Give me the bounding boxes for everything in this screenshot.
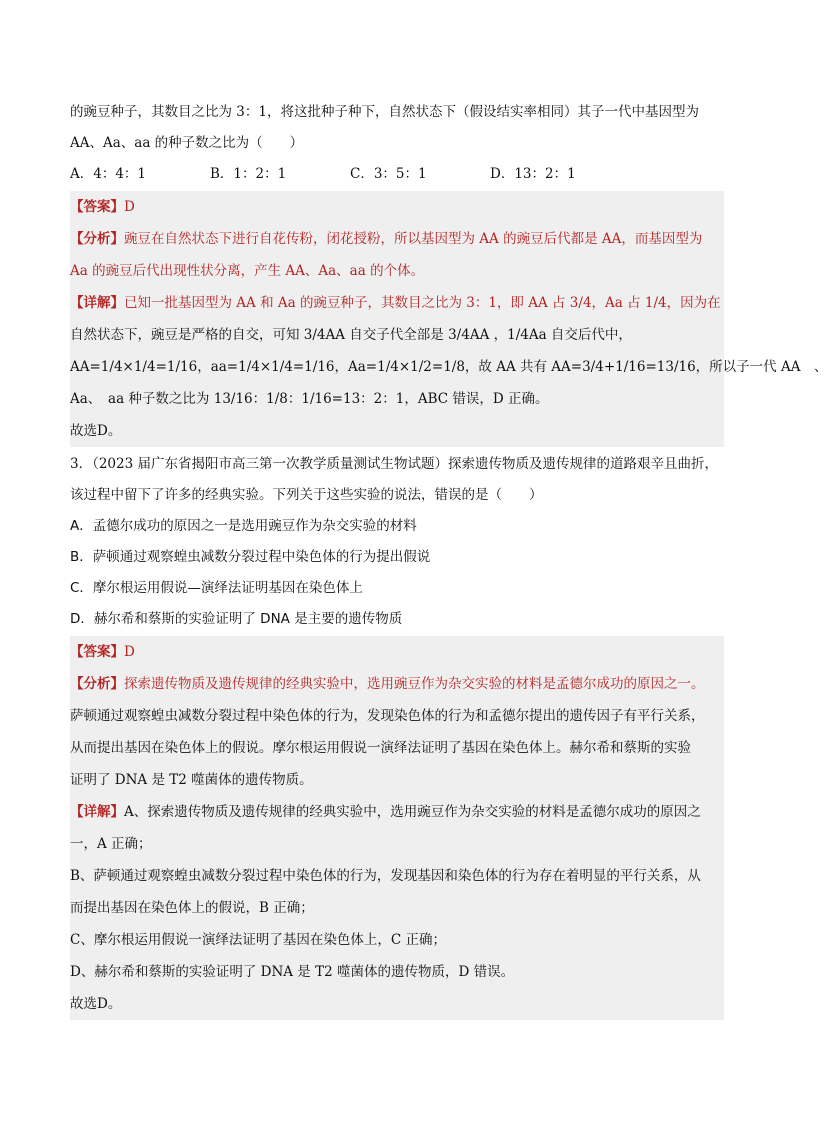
analysis-text: 豌豆在自然状态下进行自花传粉，闭花授粉，所以基因型为 AA 的豌豆后代都是 AA，而基因型为 xyxy=(124,231,703,247)
q2-options xyxy=(70,158,630,190)
answer-value: D xyxy=(124,199,135,215)
analysis-text: 探索遗传物质及遗传规律的经典实验中，选用豌豆作为杂交实验的材料是孟德尔成功的原因之一。 xyxy=(124,676,705,692)
analysis-tag: 【分析】 xyxy=(70,231,124,247)
q2-stem-line-2: AA、Aa、aa 的种子数之比为（ ） xyxy=(70,135,304,151)
q2-answer xyxy=(70,191,724,223)
q2-analysis-line-1 xyxy=(70,223,724,255)
q3-conclusion: 故选D。 xyxy=(70,988,724,1020)
q2-detail-line-3: AA=1/4×1/4=1/16，aa=1/4×1/4=1/16，Aa=1/4×1/2=1/8，故 AA 共有 AA=3/4+1/16=13/16，所以子一代 AA 、 xyxy=(70,351,724,383)
detail-text: 已知一批基因型为 AA 和 Aa 的豌豆种子，其数目之比为 3：1，即 AA 占 3/4，Aa 占 1/4，因为在 xyxy=(124,295,721,311)
detail-text: A、探索遗传物质及遗传规律的经典实验中，选用豌豆作为杂交实验的材料是孟德尔成功的原因之 xyxy=(124,804,701,820)
q2-stem-line-1: 的豌豆种子，其数目之比为 3：1，将这批种子种下，自然状态下（假设结实率相同）其子一代中基因型为 xyxy=(70,104,699,120)
q2-option-a: A．4：4：1 xyxy=(70,166,147,182)
q3-detail-line-1 xyxy=(70,796,724,828)
q3-detail-line-6: D、赫尔希和蔡斯的实验证明了 DNA 是 T2 噬菌体的遗传物质，D 错误。 xyxy=(70,956,724,988)
detail-tag: 【详解】 xyxy=(70,295,124,311)
q2-detail-line-4: Aa、 aa 种子数之比为 13/16：1/8：1/16=13：2：1，ABC 错误，D 正确。 xyxy=(70,383,724,415)
q3-analysis-line-3: 从而提出基因在染色体上的假说。摩尔根运用假说一演绎法证明了基因在染色体上。赫尔希和蔡斯的实验 xyxy=(70,732,724,764)
detail-tag: 【详解】 xyxy=(70,804,124,820)
q2-option-d: D．13：2：1 xyxy=(490,166,576,182)
q3-analysis-line-2: 萨顿通过观察蝗虫减数分裂过程中染色体的行为，发现染色体的行为和孟德尔提出的遗传因子有平行关系， xyxy=(70,700,724,732)
q3-detail-line-4: 而提出基因在染色体上的假说，B 正确； xyxy=(70,892,724,924)
q3-analysis-line-1 xyxy=(70,668,724,700)
q2-detail-line-1 xyxy=(70,287,724,319)
q3-analysis-line-4: 证明了 DNA 是 T2 噬菌体的遗传物质。 xyxy=(70,764,724,796)
q3-option-d: D．赫尔希和蔡斯的实验证明了 DNA 是主要的遗传物质 xyxy=(70,611,403,627)
q2-option-b: B．1：2：1 xyxy=(210,166,287,182)
q2-conclusion: 故选D。 xyxy=(70,415,724,447)
q3-detail-line-3: B、萨顿通过观察蝗虫减数分裂过程中染色体的行为，发现基因和染色体的行为存在着明显的平行关系，从 xyxy=(70,860,724,892)
q3-detail-line-5: C、摩尔根运用假说一演绎法证明了基因在染色体上，C 正确； xyxy=(70,924,724,956)
answer-value: D xyxy=(124,644,135,660)
q3-stem-line-1: 3．（2023 届广东省揭阳市高三第一次教学质量测试生物试题）探索遗传物质及遗传规律的道路艰辛且曲折， xyxy=(70,456,718,472)
q3-answer xyxy=(70,636,724,668)
q2-option-c: C．3：5：1 xyxy=(350,166,427,182)
analysis-tag: 【分析】 xyxy=(70,676,124,692)
q3-option-c: C．摩尔根运用假说—演绎法证明基因在染色体上 xyxy=(70,580,363,596)
answer-tag: 【答案】 xyxy=(70,199,124,215)
q3-detail-line-2: 一，A 正确； xyxy=(70,828,724,860)
q2-analysis-line-2: Aa 的豌豆后代出现性状分离，产生 AA、Aa、aa 的个体。 xyxy=(70,255,724,287)
q3-stem-line-2: 该过程中留下了许多的经典实验。下列关于这些实验的说法，错误的是（ ） xyxy=(70,487,543,503)
q2-detail-line-2: 自然状态下，豌豆是严格的自交，可知 3/4AA 自交子代全部是 3/4AA ，1/4Aa 自交后代中， xyxy=(70,319,724,351)
answer-tag: 【答案】 xyxy=(70,644,124,660)
q3-option-a: A．孟德尔成功的原因之一是选用豌豆作为杂交实验的材料 xyxy=(70,518,417,534)
q3-option-b: B．萨顿通过观察蝗虫减数分裂过程中染色体的行为提出假说 xyxy=(70,549,431,565)
